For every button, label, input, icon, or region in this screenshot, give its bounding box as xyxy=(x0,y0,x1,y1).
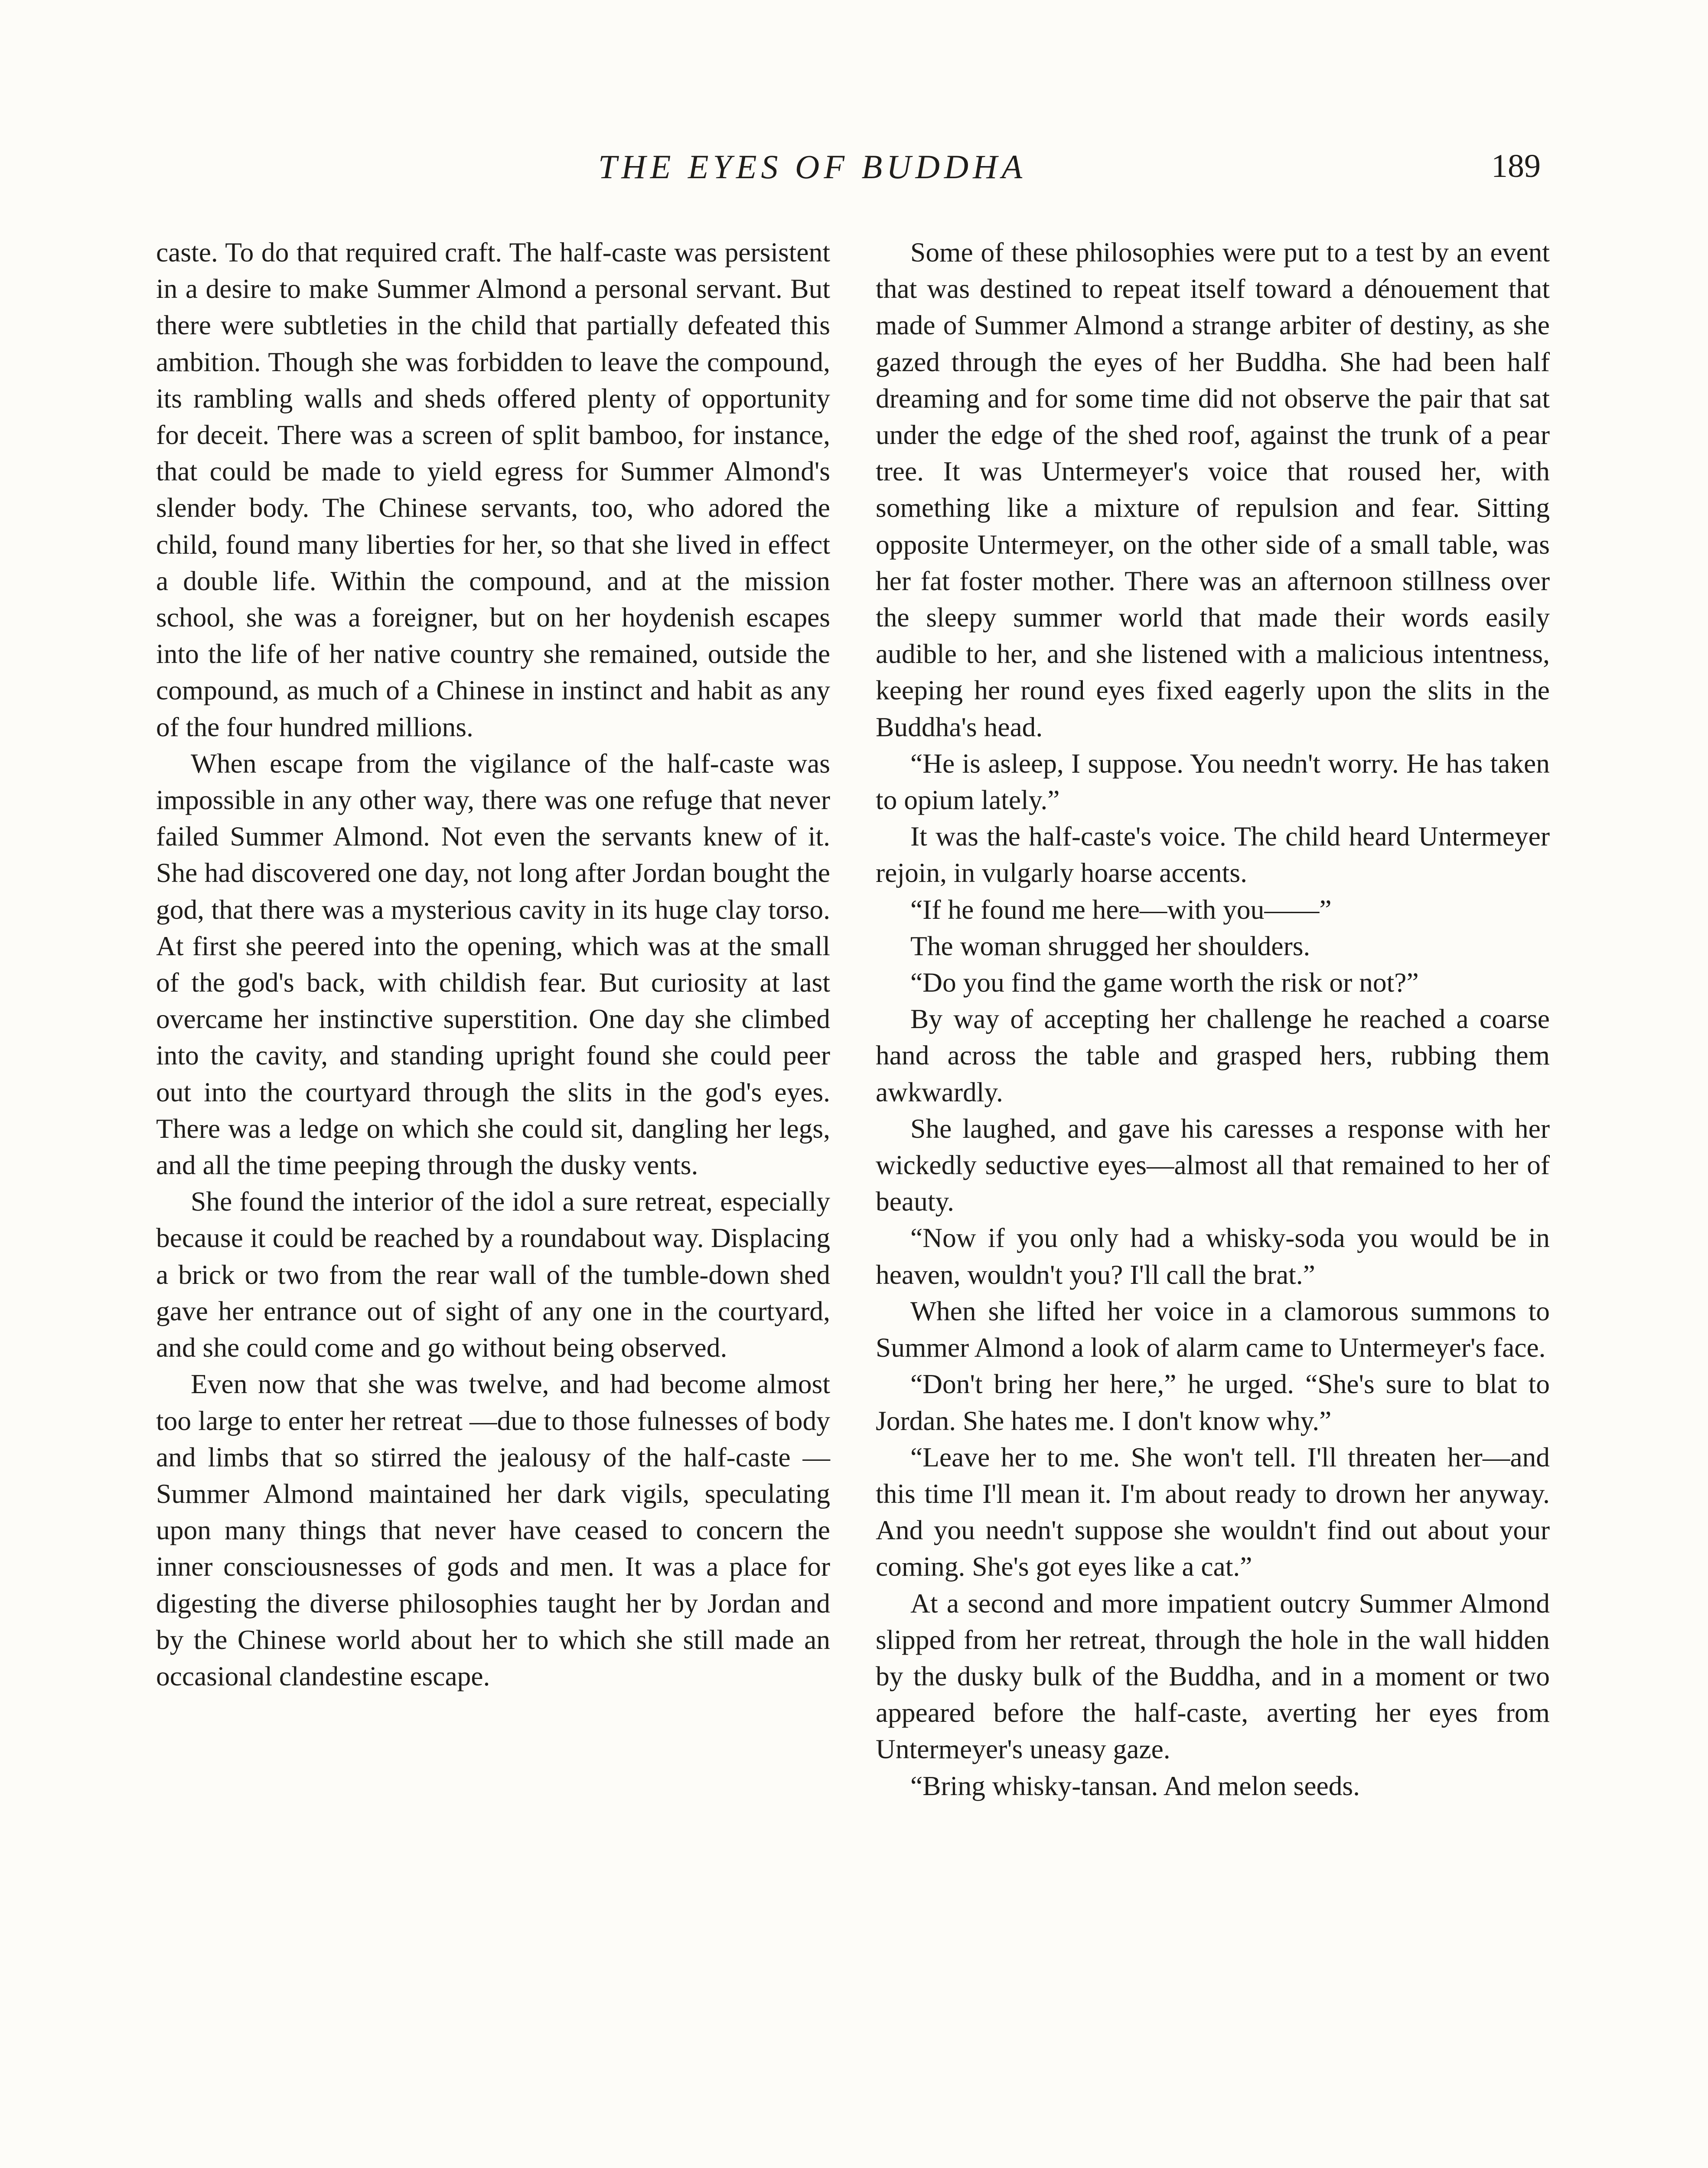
page-header xyxy=(0,147,1708,204)
paragraph: “Don't bring her here,” he urged. “She's sure to blat to Jordan. She hates me. I don't know why.” xyxy=(876,1368,1550,1436)
paragraph: It was the half-caste's voice. The child heard Untermeyer rejoin, in vulgarly hoarse accents. xyxy=(876,821,1550,888)
paragraph: When escape from the vigilance of the half-caste was impossible in any other way, there was one refuge that never failed Summer Almond. Not even the servants knew of it. She had discovered one day, not long after Jordan bought the god, that there was a mysterious cavity in its huge clay torso. At first she peered into the opening, which was at the small of the god's back, with childish fear. But curiosity at last overcame her instinctive superstition. One day she climbed into the cavity, and standing upright found she could peer out into the courtyard through the slits in the god's eyes. There was a ledge on which she could sit, dangling her legs, and all the time peeping through the dusky vents. xyxy=(156,748,830,1181)
paragraph: At a second and more impatient outcry Summer Almond slipped from her retreat, through the hole in the wall hidden by the dusky bulk of the Buddha, and in a moment or two appeared before the half-caste, averting her eyes from Untermeyer's uneasy gaze. xyxy=(876,1587,1550,1765)
text-column-left xyxy=(156,234,830,1695)
paragraph: Even now that she was twelve, and had become almost too large to enter her retreat —due to those fulnesses of body and limbs that so stirred the jealousy of the half-caste —Summer Almond maintained her dark vigils, speculating upon many things that never have ceased to concern the inner consciousnesses of gods and men. It was a place for digesting the diverse philosophies taught her by Jordan and by the Chinese world about her to which she still made an occasional clandestine escape. xyxy=(156,1368,830,1691)
paragraph: By way of accepting her challenge he reached a coarse hand across the table and grasped hers, rubbing them awkwardly. xyxy=(876,1003,1550,1107)
text-column-right xyxy=(876,234,1550,1804)
paragraph: The woman shrugged her shoulders. xyxy=(910,930,1310,961)
paragraph: When she lifted her voice in a clamorous summons to Summer Almond a look of alarm came to Untermeyer's face. xyxy=(876,1295,1550,1363)
paragraph: “He is asleep, I suppose. You needn't worry. He has taken to opium lately.” xyxy=(876,748,1550,816)
paragraph: “Leave her to me. She won't tell. I'll threaten her—and this time I'll mean it. I'm about ready to drown her anyway. And you needn't suppose she wouldn't find out about your coming. She's got eyes like a cat.” xyxy=(876,1441,1550,1582)
running-title: THE EYES OF BUDDHA xyxy=(598,148,1027,186)
paragraph: She found the interior of the idol a sure retreat, especially because it could be reached by a roundabout way. Displacing a brick or two from the rear wall of the tumble-down shed gave her entrance out of sight of any one in the courtyard, and she could come and go without being observed. xyxy=(156,1186,830,1363)
paragraph: “Bring whisky-tansan. And melon seeds. xyxy=(910,1770,1360,1801)
paragraph: caste. To do that required craft. The half-caste was persistent in a desire to make Summer Almond a personal servant. But there were subtleties in the child that partially defeated this ambition. Though she was forbidden to leave the compound, its rambling walls and sheds offered plenty of opportunity for deceit. There was a screen of split bamboo, for instance, that could be made to yield egress for Summer Almond's slender body. The Chinese servants, too, who adored the child, found many liberties for her, so that she lived in effect a double life. Within the compound, and at the mission school, she was a foreigner, but on her hoydenish escapes into the life of her native country she remained, outside the compound, as much of a Chinese in instinct and habit as any of the four hundred millions. xyxy=(156,237,830,742)
paragraph: “Do you find the game worth the risk or not?” xyxy=(910,967,1419,998)
page-number: 189 xyxy=(1491,148,1541,184)
paragraph: “Now if you only had a whisky-soda you would be in heaven, wouldn't you? I'll call the brat.” xyxy=(876,1222,1550,1290)
paragraph: “If he found me here—with you——” xyxy=(910,894,1332,925)
paragraph: Some of these philosophies were put to a test by an event that was destined to repeat itself toward a dénouement that made of Summer Almond a strange arbiter of destiny, as she gazed through the eyes of her Buddha. She had been half dreaming and for some time did not observe the pair that sat under the edge of the shed roof, against the trunk of a pear tree. It was Untermeyer's voice that roused her, with something like a mixture of repulsion and fear. Sitting opposite Untermeyer, on the other side of a small table, was her fat foster mother. There was an afternoon stillness over the sleepy summer world that made their words easily audible to her, and she listened with a malicious intentness, keeping her round eyes fixed eagerly upon the slits in the Buddha's head. xyxy=(876,237,1550,742)
paragraph: She laughed, and gave his caresses a response with her wickedly seductive eyes—almost all that remained to her of beauty. xyxy=(876,1113,1550,1217)
